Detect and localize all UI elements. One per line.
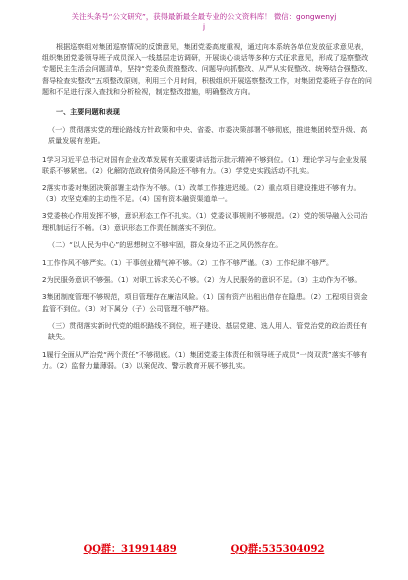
subsection-heading-1: （一）贯彻落实党的理论路线方针政策和中央、省委、市委决策部署不够彻底，推进集团转型升级、高质量发展有差距。 bbox=[48, 125, 368, 146]
qq-group-link-1[interactable]: QQ群：31991489 bbox=[83, 544, 177, 555]
list-item: 1工作作风不够严实。（1）干事创业精气神不够。（2）工作不够严谨。（3）工作纪律不够严。 bbox=[42, 258, 334, 268]
promo-banner bbox=[20, 12, 388, 32]
promo-banner-line2: j bbox=[202, 22, 206, 31]
footer-links bbox=[0, 540, 408, 555]
list-item: 3集团制度管理不够规范，项目管理存在廉洁风险。（1）国有资产出租出借存在隐患。（2）工程项目资金监管不到位。（3）对下属分（子）公司管理不够严格。 bbox=[42, 292, 368, 313]
subsection-heading-3: （三）贯彻落实新时代党的组织路线不到位，班子建设、基层党建、选人用人、管党治党的政治责任有缺失。 bbox=[48, 320, 368, 342]
list-item: 1履行全面从严治党“两个责任”不够彻底。（1）集团党委主体责任和领导班子成员“一岗双责”落实不够有力。（2）监督力量薄弱。（3）以案促改、警示教育开展不够扎实。 bbox=[42, 350, 368, 371]
list-item: 1学习习近平总书记对国有企业改革发展有关重要讲话指示批示精神不够到位。（1）理论学习与企业发展联系不够紧密。（2）化解防范政府债务风险还不够有力。（3）学党史实践活动不扎实。 bbox=[42, 154, 367, 175]
intro-paragraph: 根据巡察组对集团巡察情况的反馈意见，集团党委高度重视，通过向本系统各单位发放征求意见表，组织集团党委领导班子成员深入一线基层走访调研，开展谈心谈话等多种方式征求意见，形成了巡察整改专题民主生活会问题清单，坚持“党委负责推整改、问题导向抓整改、从严从实促整改、统筹结合强整改、督导检查实整改”五项整改原则，利用三个月时间，积极组织开展巡察整改工作，对集团党委班子存在的问题和不足进行深入查找和分析检视，制定整改措施，明确整改方向。 bbox=[42, 42, 372, 96]
document-body bbox=[42, 41, 372, 378]
subsection-heading-2: （二）“以人民为中心”的思想树立不够牢固，群众身边不正之风仍然存在。 bbox=[48, 239, 283, 249]
list-item: 3党委核心作用发挥不够，意识形态工作不扎实。（1）党委议事规则不够规范。（2）党的领导融入公司治理机制运行不畅。（3）意识形态工作责任制落实不到位。 bbox=[42, 211, 368, 232]
promo-banner-line1: 关注头条号“公文研究”，获得最新最全最专业的公文资料库！ 微信：gongwenyj bbox=[71, 12, 337, 21]
list-item: 2落实市委对集团决策部署主动作为不够。（1）改革工作推进迟缓。（2）重点项目建设推进不够有力。（3）攻坚克难的主动性不足。（4）国有资本融资渠道单一。 bbox=[42, 183, 361, 204]
list-item: 2为民服务意识不够强。（1）对职工诉求关心不够。（2）为人民服务的意识不足。（3）主动作为不够。 bbox=[42, 275, 362, 285]
section-heading: 一、主要问题和表现 bbox=[56, 107, 120, 117]
qq-group-link-2[interactable]: QQ群:535304092 bbox=[230, 544, 325, 555]
